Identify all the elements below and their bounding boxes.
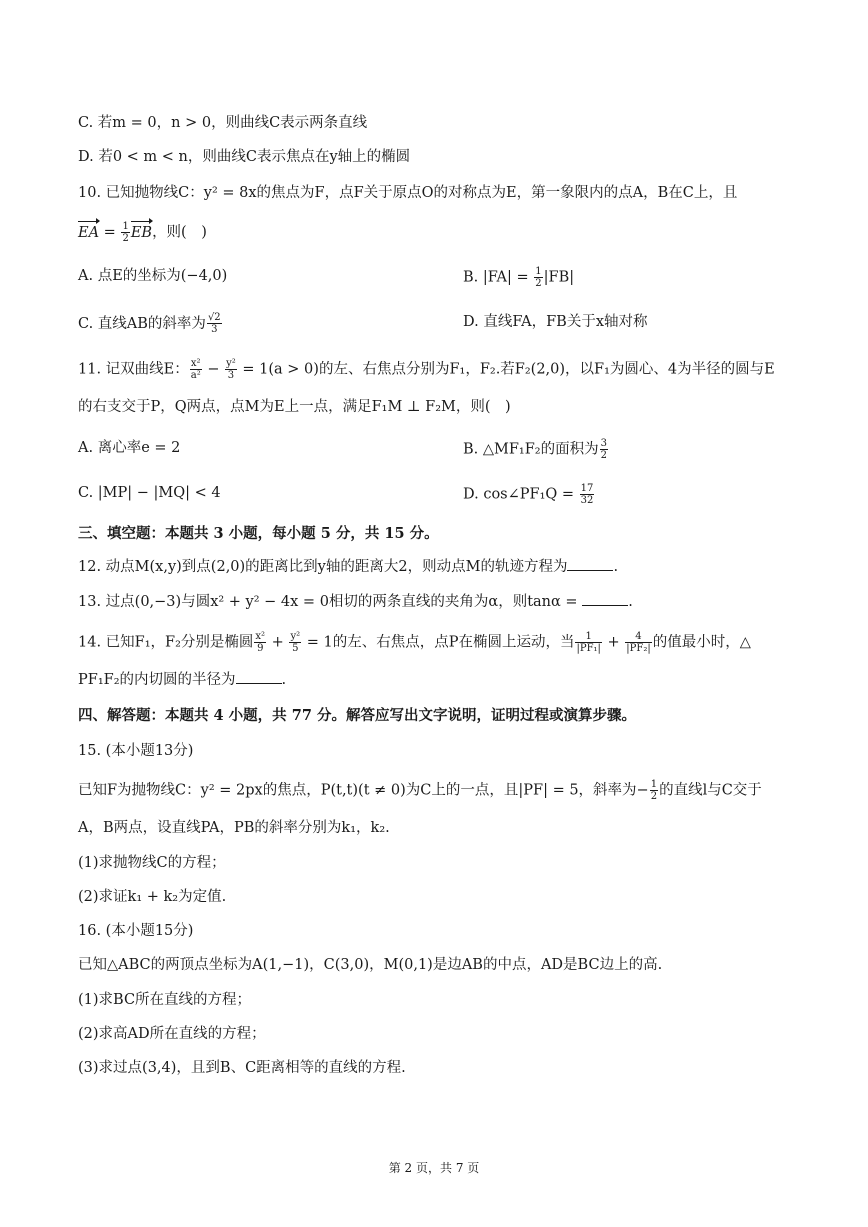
- q15-line2: A，B两点，设直线PA，PB的斜率分别为k₁，k₂.: [78, 820, 390, 836]
- q15-part1: (1)求抛物线C的方程；: [78, 855, 226, 871]
- q12: 12. 动点M(x,y)到点(2,0)的距离比到y轴的距离大2，则动点M的轨迹方程为 .: [78, 559, 619, 575]
- q10-option-c: C. 直线AB的斜率为 $\frac{√2}{3}$: [78, 312, 221, 335]
- q11-options-row2: [78, 483, 778, 506]
- q9-option-c: C. 若m = 0，n > 0，则曲线C表示两条直线: [78, 115, 368, 131]
- q15-heading: 15. (本小题13分): [78, 743, 194, 759]
- q10-option-a: A. 点E的坐标为(−4,0): [78, 268, 228, 284]
- q11-option-d: D. cos∠PF₁Q = $\frac{17}{32}$: [463, 483, 594, 506]
- q16-heading: 16. (本小题15分): [78, 923, 194, 939]
- section-3-heading: 三、填空题：本题共 3 小题，每小题 5 分，共 15 分。: [78, 525, 439, 542]
- q10-options-row2: [78, 312, 778, 335]
- answer-blank: [567, 558, 613, 571]
- q16-part3: (3)求过点(3,4)，且到B、C距离相等的直线的方程.: [78, 1060, 406, 1076]
- q11-option-c: C. |MP| − |MQ| < 4: [78, 485, 221, 501]
- vector-ea: EA: [78, 224, 100, 241]
- q11-stem-line1: 11. 记双曲线E： $\frac{\text{x²}}{\text{a²}}$ − $\frac{\text{y²}}{3}$ = 1(a > 0)的左、右焦点分别为F₁，F₂.若F₂(2,0)，以F₁为圆心、4为半径的圆与E: [78, 358, 775, 381]
- answer-blank: [582, 593, 628, 606]
- q11-option-a: A. 离心率e = 2: [78, 440, 181, 456]
- q11-option-b: B. △MF₁F₂的面积为 $\frac{3}{2}$: [463, 438, 607, 461]
- q14-line2: PF₁F₂的内切圆的半径为 .: [78, 672, 287, 688]
- q10-stem-line1: 10. 已知抛物线C：y² = 8x的焦点为F，点F关于原点O的对称点为E，第一象限内的点A，B在C上，且: [78, 185, 738, 201]
- fraction-half: $\frac{1}{2}$: [122, 221, 129, 244]
- q15-line1: 已知F为抛物线C：y² = 2px的焦点，P(t,t)(t ≠ 0)为C上的一点，且|PF| = 5，斜率为− $\frac{1}{2}$ 的直线l与C交于: [78, 779, 762, 802]
- q14-line1: 14. 已知F₁，F₂分别是椭圆 $\frac{\text{x²}}{9}$ + $\frac{\text{y²}}{5}$ = 1的左、右焦点，点P在椭圆上运动，当 $\frac{1}{\text{|PF₁|}}$ + $\frac{4}{\text{|PF₂|}}$ 的值最小时，△: [78, 631, 751, 654]
- q9-option-d: D. 若0 < m < n，则曲线C表示焦点在y轴上的椭圆: [78, 149, 411, 165]
- answer-blank: [236, 671, 282, 684]
- q10-option-b: B. |FA| = $\frac{1}{2}$ |FB|: [463, 266, 575, 289]
- q16-part2: (2)求高AD所在直线的方程；: [78, 1026, 266, 1042]
- q13: 13. 过点(0,−3)与圆x² + y² − 4x = 0相切的两条直线的夹角为α，则tanα = .: [78, 594, 633, 610]
- q10-options-row1: [78, 266, 778, 289]
- q10-option-d: D. 直线FA，FB关于x轴对称: [463, 314, 648, 330]
- q16-part1: (1)求BC所在直线的方程；: [78, 992, 252, 1008]
- section-4-heading: 四、解答题：本题共 4 小题，共 77 分。解答应写出文字说明，证明过程或演算步骤。: [78, 707, 636, 724]
- q16-line1: 已知△ABC的两顶点坐标为A(1,−1)，C(3,0)，M(0,1)是边AB的中点，AD是BC边上的高.: [78, 957, 663, 973]
- q11-stem-line2: 的右支交于P，Q两点，点M为E上一点，满足F₁M ⊥ F₂M，则( ): [78, 399, 511, 415]
- q15-part2: (2)求证k₁ + k₂为定值.: [78, 889, 227, 905]
- vector-eb: EB: [130, 224, 153, 241]
- page-footer: 第 2 页，共 7 页: [388, 1161, 480, 1175]
- q11-options-row1: [78, 438, 778, 461]
- q10-stem-line2: EA = $\frac{1}{2}$ EB，则( ): [78, 221, 207, 244]
